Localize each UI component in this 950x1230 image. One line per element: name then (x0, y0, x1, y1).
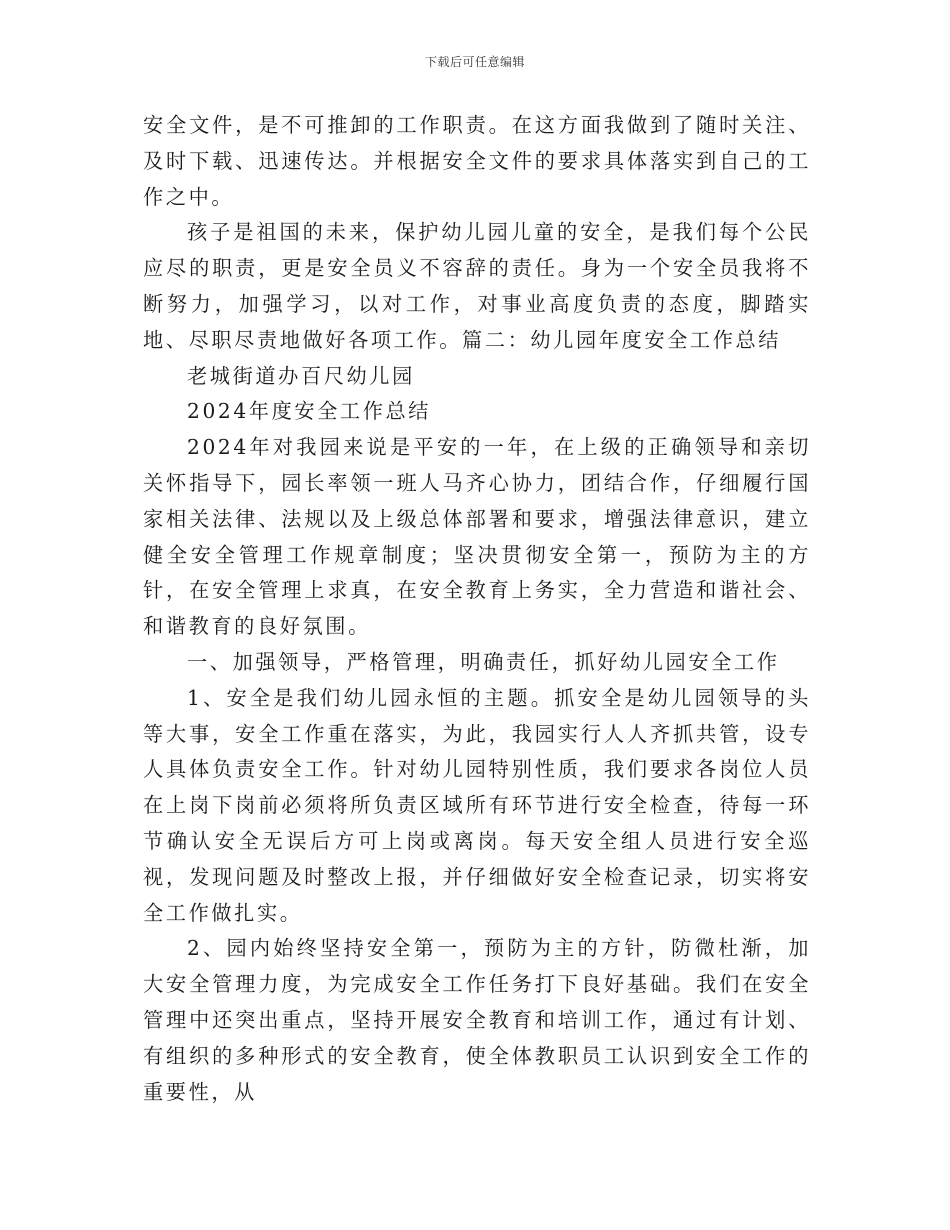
paragraph: 1、安全是我们幼儿园永恒的主题。抓安全是幼儿园领导的头等大事，安全工作重在落实，为此，我园实行人人齐抓共管，设专人具体负责安全工作。针对幼儿园特别性质，我们要求各岗位人员在上岗下岗前必须将所负责区域所有环节进行安全检查，待每一环节确认安全无误后方可上岗或离岗。每天安全组人员进行安全巡视，发现问题及时整改上报，并仔细做好安全检查记录，切实将安全工作做扎实。 (143, 685, 811, 925)
page-header: 下载后可任意编辑 (424, 55, 525, 69)
paragraph: 2024年对我园来说是平安的一年，在上级的正确领导和亲切关怀指导下，园长率领一班人马齐心协力，团结合作，仔细履行国家相关法律、法规以及上级总体部署和要求，增强法律意识，建立健全安全管理工作规章制度；坚决贯彻安全第一，预防为主的方针，在安全管理上求真，在安全教育上务实，全力营造和谐社会、和谐教育的良好氛围。 (143, 435, 811, 639)
paragraph: 2、园内始终坚持安全第一，预防为主的方针，防微杜渐，加大安全管理力度，为完成安全工作任务打下良好基础。我们在安全管理中还突出重点，坚持开展安全教育和培训工作，通过有计划、有组织的多种形式的安全教育，使全体教职员工认识到安全工作的重要性，从 (143, 936, 811, 1104)
paragraph: 安全文件，是不可推卸的工作职责。在这方面我做到了随时关注、及时下载、迅速传达。并根据安全文件的要求具体落实到自己的工作之中。 (143, 113, 811, 209)
subheading-title: 2024年度安全工作总结 (187, 399, 432, 424)
paragraph: 孩子是祖国的未来，保护幼儿园儿童的安全，是我们每个公民应尽的职责，更是安全员义不容辞的责任。身为一个安全员我将不断努力，加强学习，以对工作，对事业高度负责的态度，脚踏实地、尽职尽责地做好各项工作。篇二：幼儿园年度安全工作总结 (143, 220, 811, 352)
subheading-organization: 老城街道办百尺幼儿园 (187, 363, 415, 388)
section-heading: 一、加强领导，严格管理，明确责任，抓好幼儿园安全工作 (187, 649, 780, 674)
document-body (143, 108, 811, 1110)
